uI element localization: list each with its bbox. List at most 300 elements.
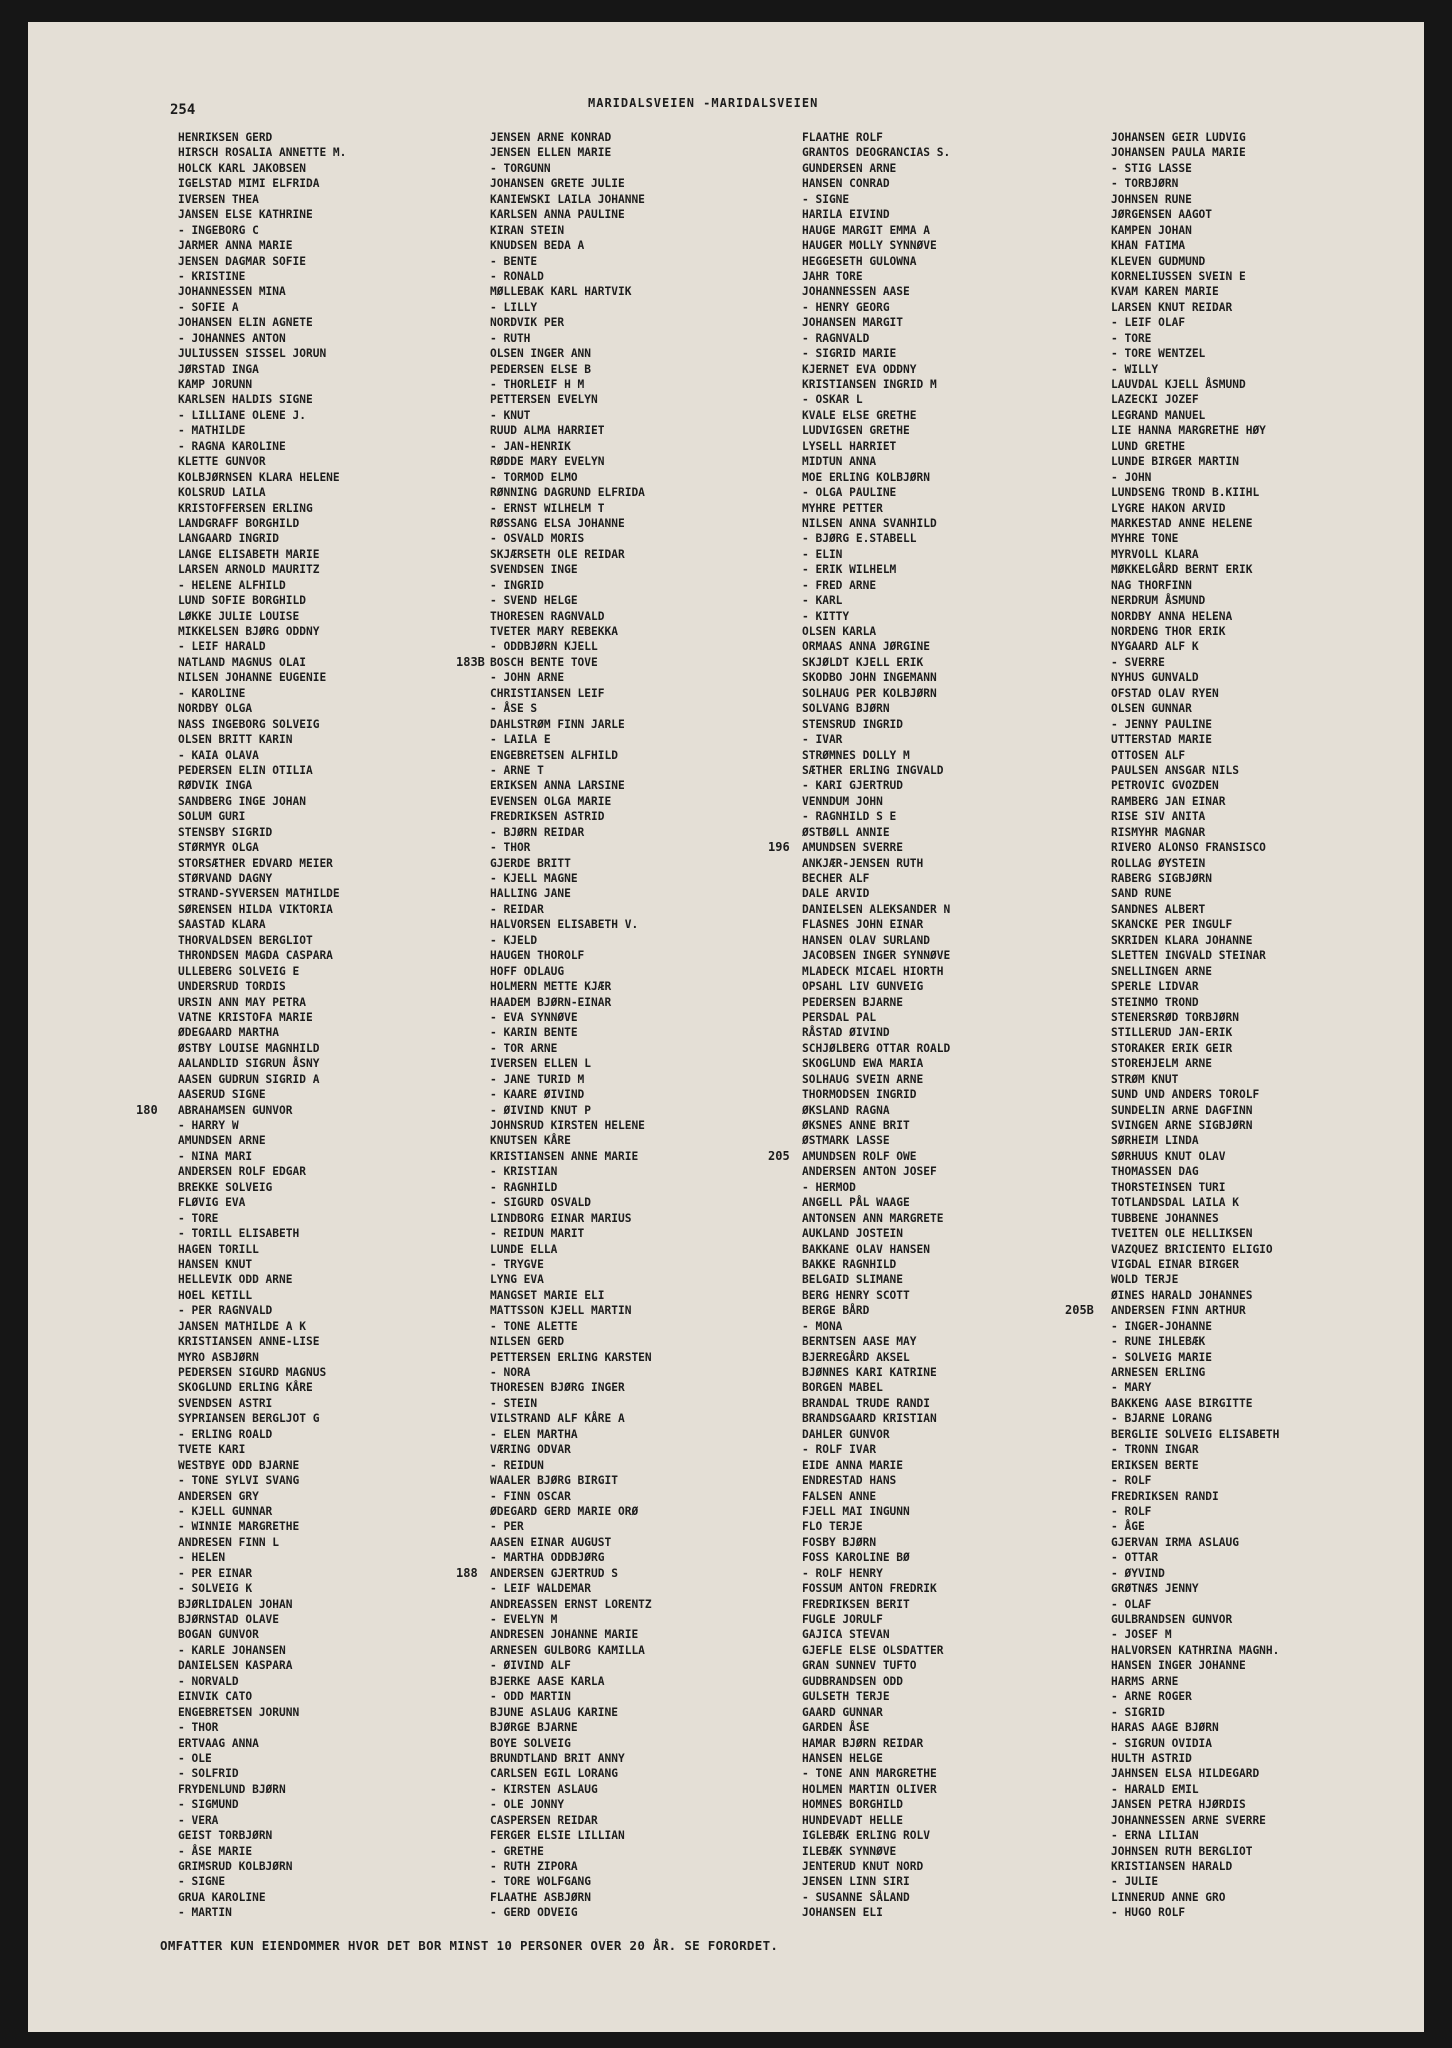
resident-name: BOYE SOLVEIG xyxy=(490,1736,571,1750)
resident-name: - RAGNA KAROLINE xyxy=(178,439,286,453)
resident-name: ANKJÆR-JENSEN RUTH xyxy=(802,856,924,870)
resident-name: RØDVIK INGA xyxy=(178,779,253,793)
resident-name: HOFF ODLAUG xyxy=(490,964,565,978)
resident-name: VAZQUEZ BRICIENTO ELIGIO xyxy=(1111,1242,1273,1256)
resident-entry xyxy=(802,547,1107,562)
resident-name: - NORVALD xyxy=(178,1674,239,1688)
resident-name: JENSEN ARNE KONRAD xyxy=(490,131,612,144)
resident-entry xyxy=(1111,377,1416,392)
resident-entry xyxy=(490,871,795,886)
resident-entry xyxy=(490,439,795,454)
resident-name: HENRIKSEN GERD xyxy=(178,131,273,144)
resident-entry xyxy=(802,1828,1107,1843)
resident-entry xyxy=(178,300,483,315)
resident-entry xyxy=(178,1597,483,1612)
resident-name: - MATHILDE xyxy=(178,424,246,438)
resident-name: THORESEN BJØRG INGER xyxy=(490,1381,625,1395)
resident-entry xyxy=(490,531,795,546)
resident-entry xyxy=(178,501,483,516)
resident-name: BECHER ALF xyxy=(802,872,870,885)
resident-name: JØRGENSEN AAGOT xyxy=(1111,208,1213,222)
resident-name: - KAIA OLAVA xyxy=(178,748,259,762)
resident-entry xyxy=(178,1041,483,1056)
resident-name: VIGDAL EINAR BIRGER xyxy=(1111,1257,1239,1271)
resident-entry xyxy=(490,1720,795,1735)
resident-name: ANDRESEN FINN L xyxy=(178,1535,280,1549)
resident-name: - RAGNHILD xyxy=(490,1180,558,1194)
resident-entry xyxy=(178,1319,483,1334)
resident-name: BAKKENG AASE BIRGITTE xyxy=(1111,1396,1253,1410)
resident-entry xyxy=(178,284,483,299)
resident-name: KVALE ELSE GRETHE xyxy=(802,408,917,422)
resident-entry xyxy=(802,809,1107,824)
resident-entry xyxy=(490,1164,795,1179)
resident-name: - ØIVIND ALF xyxy=(490,1659,571,1673)
resident-entry xyxy=(802,1597,1107,1612)
resident-name: STRØMNES DOLLY M xyxy=(802,748,910,762)
resident-entry xyxy=(490,269,795,284)
resident-entry xyxy=(490,717,795,732)
resident-entry xyxy=(490,1458,795,1473)
resident-entry xyxy=(802,917,1107,932)
resident-entry xyxy=(802,701,1107,716)
resident-entry xyxy=(178,1581,483,1596)
resident-entry xyxy=(802,362,1107,377)
resident-name: - KJELL MAGNE xyxy=(490,872,578,885)
resident-name: KLEVEN GUDMUND xyxy=(1111,254,1206,268)
resident-name: - KAARE ØIVIND xyxy=(490,1088,585,1102)
resident-entry xyxy=(490,1442,795,1457)
resident-name: JAHR TORE xyxy=(802,269,863,283)
resident-entry xyxy=(1111,1458,1416,1473)
resident-entry xyxy=(490,995,795,1010)
resident-entry xyxy=(1111,331,1416,346)
resident-name: SKOGLUND ERLING KÅRE xyxy=(178,1381,313,1395)
resident-entry xyxy=(178,454,483,469)
resident-entry xyxy=(802,1103,1107,1118)
resident-name: HIRSCH ROSALIA ANNETTE M. xyxy=(178,146,347,160)
resident-name: - HARRY W xyxy=(178,1119,239,1132)
page-number: 254 xyxy=(170,102,196,118)
resident-entry xyxy=(802,1674,1107,1689)
resident-name: HAUGE MARGIT EMMA A xyxy=(802,223,930,237)
resident-entry xyxy=(178,1890,483,1905)
resident-name: SØRHEIM LINDA xyxy=(1111,1134,1199,1148)
house-number: 183B xyxy=(456,654,485,669)
resident-entry xyxy=(178,1010,483,1025)
resident-name: THOMASSEN DAG xyxy=(1111,1165,1199,1179)
resident-entry xyxy=(490,315,795,330)
resident-entry xyxy=(178,1736,483,1751)
resident-name: RABERG SIGBJØRN xyxy=(1111,872,1213,885)
resident-name: - SIGRID MARIE xyxy=(802,347,897,361)
resident-name: BAKKE RAGNHILD xyxy=(802,1257,897,1271)
resident-entry xyxy=(178,470,483,485)
resident-entry xyxy=(178,1504,483,1519)
resident-name: BERGE BÅRD xyxy=(802,1304,870,1318)
resident-entry xyxy=(178,223,483,238)
resident-name: JOHANSEN ELI xyxy=(802,1906,883,1920)
resident-entry xyxy=(490,1797,795,1812)
resident-entry xyxy=(1111,1334,1416,1349)
resident-name: STORAKER ERIK GEIR xyxy=(1111,1041,1233,1055)
resident-name: ULLEBERG SOLVEIG E xyxy=(178,964,300,978)
resident-entry xyxy=(1111,1597,1416,1612)
resident-entry xyxy=(802,238,1107,253)
resident-name: - KARL xyxy=(802,594,843,608)
resident-name: SKJØLDT KJELL ERIK xyxy=(802,655,924,669)
resident-name: BRANDSGAARD KRISTIAN xyxy=(802,1412,937,1426)
resident-entry xyxy=(802,1566,1107,1581)
resident-entry xyxy=(490,223,795,238)
resident-entry xyxy=(1111,748,1416,763)
resident-entry xyxy=(178,1751,483,1766)
resident-name: OLSEN GUNNAR xyxy=(1111,702,1192,716)
resident-name: - ERLING ROALD xyxy=(178,1427,273,1441)
resident-entry xyxy=(178,1025,483,1040)
resident-name: HANSEN OLAV SURLAND xyxy=(802,933,930,947)
resident-name: - WILLY xyxy=(1111,362,1159,376)
resident-name: GAJICA STEVAN xyxy=(802,1628,890,1642)
resident-entry xyxy=(490,1890,795,1905)
resident-entry xyxy=(178,439,483,454)
resident-name: LUNDE BIRGER MARTIN xyxy=(1111,455,1239,469)
resident-entry xyxy=(802,1087,1107,1102)
resident-name: - STEIN xyxy=(490,1396,538,1410)
resident-entry xyxy=(490,408,795,423)
resident-entry xyxy=(490,1025,795,1040)
resident-entry xyxy=(178,1535,483,1550)
resident-entry xyxy=(178,1350,483,1365)
resident-name: ENDRESTAD HANS xyxy=(802,1474,897,1488)
resident-name: - LEIF WALDEMAR xyxy=(490,1582,592,1596)
resident-name: - ELIN xyxy=(802,547,843,561)
resident-entry xyxy=(178,1288,483,1303)
resident-name: - ROLF xyxy=(1111,1504,1152,1518)
resident-entry xyxy=(1111,933,1416,948)
resident-entry xyxy=(178,794,483,809)
resident-name: BJØRNSTAD OLAVE xyxy=(178,1613,280,1626)
resident-name: - OLE xyxy=(178,1751,212,1765)
resident-entry xyxy=(802,1473,1107,1488)
resident-name: STOREHJELM ARNE xyxy=(1111,1057,1213,1071)
resident-entry xyxy=(1111,609,1416,624)
resident-name: - TORE xyxy=(1111,331,1152,345)
resident-name: ORMAAS ANNA JØRGINE xyxy=(802,640,930,654)
resident-name: STØRVAND DAGNY xyxy=(178,872,273,885)
resident-entry xyxy=(1111,1489,1416,1504)
resident-entry xyxy=(178,1396,483,1411)
resident-entry xyxy=(490,1118,795,1133)
resident-entry xyxy=(1111,454,1416,469)
resident-name: - KJELD xyxy=(490,933,538,947)
resident-name: GRØTNÆS JENNY xyxy=(1111,1582,1199,1596)
resident-entry xyxy=(490,1736,795,1751)
resident-entry xyxy=(1111,1133,1416,1148)
resident-entry xyxy=(490,732,795,747)
resident-name: STRAND-SYVERSEN MATHILDE xyxy=(178,887,340,901)
resident-name: GUDBRANDSEN ODD xyxy=(802,1674,904,1688)
resident-entry xyxy=(1111,979,1416,994)
resident-name: HOLMEN MARTIN OLIVER xyxy=(802,1782,937,1796)
resident-entry xyxy=(802,130,1107,145)
resident-entry xyxy=(178,1720,483,1735)
resident-entry xyxy=(802,1056,1107,1071)
resident-entry xyxy=(178,1844,483,1859)
resident-name: ØSTMARK LASSE xyxy=(802,1134,890,1148)
resident-entry xyxy=(178,1195,483,1210)
resident-name: MYRO ASBJØRN xyxy=(178,1350,259,1364)
resident-name: ØKSNES ANNE BRIT xyxy=(802,1119,910,1132)
resident-entry xyxy=(490,1674,795,1689)
resident-entry xyxy=(178,1303,483,1318)
resident-entry xyxy=(490,423,795,438)
resident-name: AALANDLID SIGRUN ÅSNY xyxy=(178,1057,320,1071)
resident-name: LUNDE ELLA xyxy=(490,1242,558,1256)
resident-entry xyxy=(1111,1380,1416,1395)
resident-entry xyxy=(490,1844,795,1859)
resident-entry xyxy=(802,1905,1107,1920)
resident-name: FREDRIKSEN ASTRID xyxy=(490,810,605,824)
resident-name: ØDEGARD GERD MARIE ORØ xyxy=(490,1504,639,1518)
resident-name: JAHNSEN ELSA HILDEGARD xyxy=(1111,1767,1260,1781)
resident-name: LARSEN KNUT REIDAR xyxy=(1111,300,1233,314)
resident-entry xyxy=(802,423,1107,438)
resident-name: DAHLSTRØM FINN JARLE xyxy=(490,717,625,731)
resident-entry xyxy=(1111,717,1416,732)
resident-name: - HELEN xyxy=(178,1551,226,1565)
resident-name: RUUD ALMA HARRIET xyxy=(490,424,605,438)
resident-entry xyxy=(490,331,795,346)
resident-name: BORGEN MABEL xyxy=(802,1381,883,1395)
resident-entry xyxy=(1111,547,1416,562)
resident-entry xyxy=(490,1581,795,1596)
resident-entry xyxy=(178,562,483,577)
resident-entry xyxy=(178,717,483,732)
resident-entry xyxy=(1111,1041,1416,1056)
resident-entry xyxy=(490,1010,795,1025)
resident-name: - THOR xyxy=(178,1721,219,1735)
resident-name: - KITTY xyxy=(802,609,850,623)
resident-name: SKOGLUND EWA MARIA xyxy=(802,1057,924,1071)
resident-name: - KARI GJERTRUD xyxy=(802,779,904,793)
resident-entry xyxy=(178,1087,483,1102)
resident-name: ABRAHAMSEN GUNVOR xyxy=(178,1103,293,1117)
resident-name: JANSEN PETRA HJØRDIS xyxy=(1111,1798,1246,1812)
resident-name: MOE ERLING KOLBJØRN xyxy=(802,470,930,484)
resident-name: - LILLIANE OLENE J. xyxy=(178,408,306,422)
resident-column xyxy=(136,130,483,1921)
resident-name: ARNESEN ERLING xyxy=(1111,1366,1206,1379)
resident-name: - ROLF xyxy=(1111,1474,1152,1488)
resident-name: NILSEN JOHANNE EUGENIE xyxy=(178,671,327,685)
resident-name: - ERNST WILHELM T xyxy=(490,501,605,515)
resident-entry xyxy=(178,1365,483,1380)
resident-name: KOLBJØRNSEN KLARA HELENE xyxy=(178,470,340,484)
resident-entry xyxy=(1111,1164,1416,1179)
resident-entry xyxy=(1111,670,1416,685)
resident-entry xyxy=(456,1565,795,1581)
resident-name: LINDBORG EINAR MARIUS xyxy=(490,1211,632,1225)
resident-name: - OTTAR xyxy=(1111,1551,1159,1565)
resident-entry xyxy=(490,1072,795,1087)
resident-entry xyxy=(1111,423,1416,438)
resident-name: PAULSEN ANSGAR NILS xyxy=(1111,763,1239,777)
resident-entry xyxy=(1111,1504,1416,1519)
resident-entry xyxy=(1111,1519,1416,1534)
resident-entry xyxy=(1111,470,1416,485)
resident-name: - TONE ANN MARGRETHE xyxy=(802,1767,937,1781)
resident-name: - NINA MARI xyxy=(178,1149,253,1163)
resident-entry xyxy=(490,1257,795,1272)
resident-entry xyxy=(490,1133,795,1148)
resident-name: FLAATHE ASBJØRN xyxy=(490,1890,592,1904)
resident-name: STILLERUD JAN-ERIK xyxy=(1111,1026,1233,1040)
resident-name: - SIGNE xyxy=(802,192,850,206)
resident-entry xyxy=(178,948,483,963)
resident-name: - KARLE JOHANSEN xyxy=(178,1643,286,1657)
resident-name: NYHUS GUNVALD xyxy=(1111,671,1199,685)
resident-entry xyxy=(1111,1319,1416,1334)
resident-name: MYRVOLL KLARA xyxy=(1111,547,1199,561)
resident-entry xyxy=(490,145,795,160)
resident-name: - RUTH ZIPORA xyxy=(490,1860,578,1873)
resident-entry xyxy=(490,130,795,145)
resident-name: - FINN OSCAR xyxy=(490,1489,571,1503)
resident-entry xyxy=(178,331,483,346)
resident-entry xyxy=(768,840,1107,855)
resident-entry xyxy=(178,1149,483,1164)
resident-entry xyxy=(490,1380,795,1395)
resident-name: NATLAND MAGNUS OLAI xyxy=(178,655,306,669)
resident-name: LIE HANNA MARGRETHE HØY xyxy=(1111,424,1266,438)
resident-entry xyxy=(178,362,483,377)
resident-entry xyxy=(802,1890,1107,1905)
resident-name: NORDVIK PER xyxy=(490,316,565,330)
resident-name: LUND SOFIE BORGHILD xyxy=(178,594,306,608)
resident-entry xyxy=(1111,763,1416,778)
resident-entry xyxy=(178,377,483,392)
resident-entry xyxy=(178,392,483,407)
resident-entry xyxy=(1111,902,1416,917)
resident-entry xyxy=(802,1844,1107,1859)
resident-entry xyxy=(802,1396,1107,1411)
resident-entry xyxy=(490,964,795,979)
resident-entry xyxy=(490,1319,795,1334)
resident-name: DALE ARVID xyxy=(802,887,870,901)
resident-name: - ODD MARTIN xyxy=(490,1690,571,1704)
resident-name: GJERVAN IRMA ASLAUG xyxy=(1111,1535,1239,1549)
resident-name: JOHANSEN ELIN AGNETE xyxy=(178,316,313,330)
resident-entry xyxy=(178,1874,483,1889)
resident-entry xyxy=(178,1566,483,1581)
resident-entry xyxy=(802,778,1107,793)
resident-name: BJERKE AASE KARLA xyxy=(490,1674,605,1688)
resident-name: VILSTRAND ALF KÅRE A xyxy=(490,1412,625,1426)
resident-entry xyxy=(178,1411,483,1426)
resident-entry xyxy=(178,964,483,979)
resident-name: - KRISTINE xyxy=(178,269,246,283)
resident-name: RØDDE MARY EVELYN xyxy=(490,455,605,469)
resident-entry xyxy=(178,1519,483,1534)
resident-entry xyxy=(802,1118,1107,1133)
resident-name: SVINGEN ARNE SIGBJØRN xyxy=(1111,1119,1253,1132)
resident-entry xyxy=(178,639,483,654)
resident-name: SØRHUUS KNUT OLAV xyxy=(1111,1149,1226,1163)
resident-name: ERIKSEN BERTE xyxy=(1111,1458,1199,1472)
resident-entry xyxy=(1111,269,1416,284)
resident-entry xyxy=(178,1056,483,1071)
resident-entry xyxy=(802,269,1107,284)
directory-page xyxy=(28,22,1424,2032)
resident-entry xyxy=(490,207,795,222)
resident-entry xyxy=(490,1504,795,1519)
resident-name: GEIST TORBJØRN xyxy=(178,1829,273,1843)
resident-name: - TORBJØRN xyxy=(1111,177,1179,191)
resident-name: PEDERSEN SIGURD MAGNUS xyxy=(178,1366,327,1379)
resident-entry xyxy=(1111,809,1416,824)
resident-entry xyxy=(802,1612,1107,1627)
resident-entry xyxy=(802,748,1107,763)
resident-entry xyxy=(802,161,1107,176)
resident-name: - GERD ODVEIG xyxy=(490,1906,578,1920)
resident-entry xyxy=(1111,1411,1416,1426)
resident-entry xyxy=(1111,562,1416,577)
resident-entry xyxy=(490,254,795,269)
resident-name: - JOHN ARNE xyxy=(490,671,565,685)
resident-entry xyxy=(1111,1905,1416,1920)
resident-name: KANIEWSKI LAILA JOHANNE xyxy=(490,192,645,206)
resident-entry xyxy=(1111,238,1416,253)
resident-entry xyxy=(802,254,1107,269)
resident-entry xyxy=(802,995,1107,1010)
resident-entry xyxy=(490,1226,795,1241)
resident-name: LYNG EVA xyxy=(490,1273,544,1287)
resident-entry xyxy=(802,1442,1107,1457)
resident-entry xyxy=(802,223,1107,238)
resident-entry xyxy=(802,1643,1107,1658)
resident-entry xyxy=(1111,254,1416,269)
resident-entry xyxy=(490,1411,795,1426)
resident-entry xyxy=(1111,145,1416,160)
resident-name: NYGAARD ALF K xyxy=(1111,640,1199,654)
resident-name: ANDREASSEN ERNST LORENTZ xyxy=(490,1597,652,1611)
resident-entry xyxy=(1111,130,1416,145)
resident-name: - EVA SYNNØVE xyxy=(490,1010,578,1024)
resident-name: HOLMERN METTE KJÆR xyxy=(490,980,612,994)
resident-entry xyxy=(1111,1427,1416,1442)
resident-name: PETTERSEN ERLING KARSTEN xyxy=(490,1350,652,1364)
resident-name: - JOHANNES ANTON xyxy=(178,331,286,345)
resident-name: THORVALDSEN BERGLIOT xyxy=(178,933,313,947)
resident-entry xyxy=(802,979,1107,994)
resident-entry xyxy=(1111,1473,1416,1488)
resident-entry xyxy=(802,1133,1107,1148)
resident-name: SUND UND ANDERS TOROLF xyxy=(1111,1088,1260,1102)
resident-entry xyxy=(802,1581,1107,1596)
resident-entry xyxy=(802,1288,1107,1303)
resident-entry xyxy=(1065,1303,1416,1318)
resident-name: ØDEGAARD MARTHA xyxy=(178,1026,280,1040)
resident-name: GJERDE BRITT xyxy=(490,856,571,870)
resident-name: KRISTIANSEN INGRID M xyxy=(802,378,937,391)
resident-entry xyxy=(490,856,795,871)
resident-entry xyxy=(1111,408,1416,423)
resident-name: - REIDUN MARIT xyxy=(490,1227,585,1241)
resident-name: ENGEBRETSEN ALFHILD xyxy=(490,748,618,762)
resident-entry xyxy=(1111,223,1416,238)
resident-entry xyxy=(178,748,483,763)
